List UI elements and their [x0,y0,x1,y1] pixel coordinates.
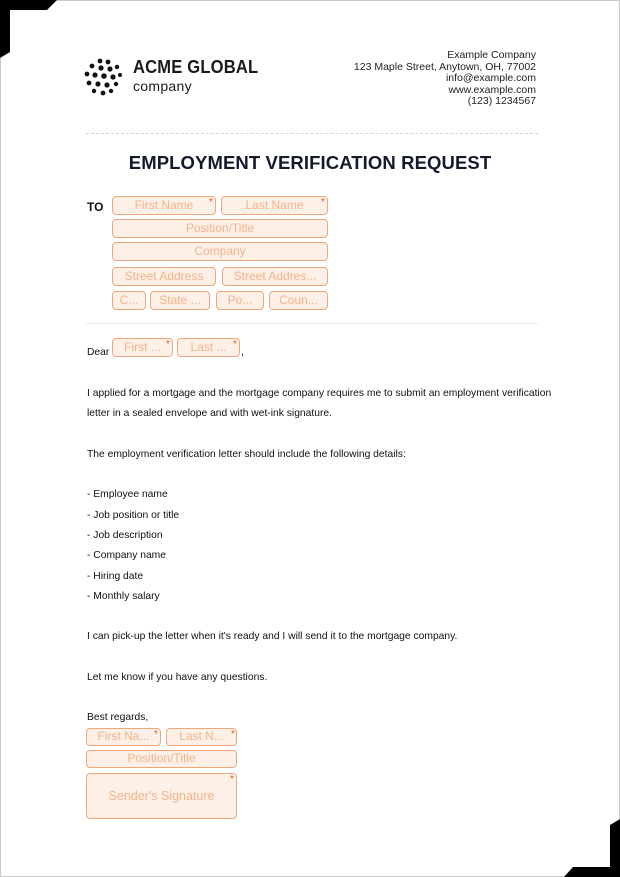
sender-position-placeholder: Position/Title [127,751,196,765]
top-left-corner-decoration [0,0,60,60]
greeting-comma: , [241,346,245,358]
recipient-state-field[interactable] [150,291,210,310]
recipient-postal-field[interactable] [216,291,264,310]
company-logo-icon [83,57,123,97]
recipient-city-field[interactable] [112,291,146,310]
detail-list-item: - Job description [87,530,163,541]
recipient-street1-placeholder: Street Address [124,269,204,283]
sender-position-field[interactable] [86,750,237,768]
greeting-first-name-field[interactable] [112,338,173,357]
body-paragraph-1-line-2: letter in a sealed envelope and with wet-ink signature. [87,408,332,419]
sender-last-name-field[interactable] [166,728,237,746]
body-paragraph-4: Let me know if you have any questions. [87,672,268,683]
recipient-company-placeholder: Company [194,244,246,258]
header-divider [86,133,538,134]
sender-last-name-placeholder: Last N... [179,729,224,743]
recipient-country-field[interactable] [269,291,328,310]
address-email: info@example.com [445,72,536,85]
recipient-first-name-placeholder: First Name [134,198,194,212]
greeting-last-name-placeholder: Last ... [190,340,227,354]
recipient-last-name-placeholder: Last Name [245,198,304,212]
recipient-street2-field[interactable] [222,267,328,286]
recipient-city-placeholder: C... [119,293,139,307]
recipient-state-placeholder: State ... [159,293,201,307]
required-marker: * [233,339,237,350]
recipient-street2-placeholder: Street Addres... [233,269,317,283]
greeting-dear: Dear [87,347,110,358]
recipient-position-placeholder: Position/Title [185,221,255,235]
company-logo-tagline: company [133,78,192,94]
recipient-last-name-field[interactable] [221,196,328,215]
recipient-company-field[interactable] [112,242,328,261]
required-marker: * [230,774,234,785]
address-phone: (123) 1234567 [467,95,536,108]
address-street: 123 Maple Street, Anytown, OH, 77002 [353,60,536,73]
sender-first-name-field[interactable] [86,728,161,746]
greeting-last-name-field[interactable] [177,338,240,357]
sender-first-name-placeholder: First Na... [97,729,150,743]
to-label: TO [87,200,104,214]
greeting-first-name-placeholder: First ... [124,340,161,354]
required-marker: * [154,729,158,740]
page-title: EMPLOYMENT VERIFICATION REQUEST [128,152,492,173]
bottom-right-corner-decoration [560,817,620,877]
address-website: www.example.com [448,83,536,96]
required-marker: * [231,729,235,740]
detail-list-item: - Company name [87,550,166,561]
recipient-postal-placeholder: Po... [227,293,253,307]
detail-list-item: - Hiring date [87,571,144,582]
recipient-position-field[interactable] [112,219,328,238]
company-logo-name: ACME GLOBAL [133,57,259,77]
closing: Best regards, [87,712,149,723]
sender-signature-field[interactable] [86,773,237,819]
section-divider [86,323,538,324]
detail-list-item: - Employee name [87,489,168,500]
recipient-first-name-field[interactable] [112,196,216,215]
body-paragraph-1-line-1: I applied for a mortgage and the mortgage company requires me to submit an employment verification [87,388,552,399]
recipient-street1-field[interactable] [112,267,216,286]
required-marker: * [166,339,170,350]
company-address-block [354,50,536,108]
body-paragraph-3: I can pick-up the letter when it's ready and I will send it to the mortgage company. [87,631,458,642]
required-marker: * [209,197,213,208]
body-paragraph-2: The employment verification letter should include the following details: [87,449,406,460]
address-company: Example Company [447,49,536,61]
sender-signature-placeholder: Sender's Signature [108,789,215,803]
required-marker: * [321,197,325,208]
detail-list-item: - Monthly salary [87,591,160,602]
recipient-country-placeholder: Coun... [279,293,318,307]
detail-list-item: - Job position or title [87,510,180,521]
